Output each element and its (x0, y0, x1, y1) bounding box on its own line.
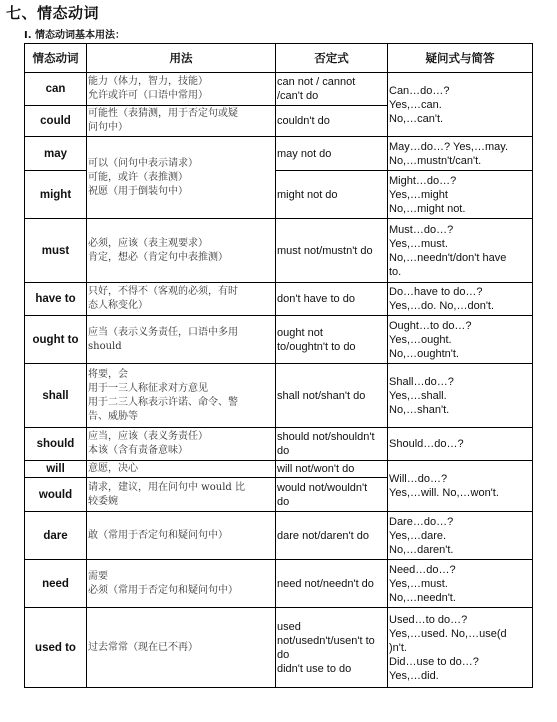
usage-line: 应当，应该（表义务责任） (88, 431, 208, 442)
question-cell (388, 560, 533, 608)
table-row (25, 512, 533, 560)
modal-cell: may (25, 137, 87, 171)
question-line: No,…can't. (389, 112, 444, 125)
modal-cell: would (25, 478, 87, 512)
usage-line: 祝愿（用于倒装句中） (88, 185, 188, 197)
usage-line: 态人称变化） (88, 300, 148, 311)
question-cell (388, 461, 533, 512)
question-line: Yes,…shall. (389, 389, 447, 402)
question-line: May…do…? Yes,…may. (389, 140, 509, 153)
negative-line: do (277, 648, 290, 661)
modal-cell: need (25, 560, 87, 608)
question-cell (388, 171, 533, 219)
usage-line: 必须，应该（表主观要求） (88, 237, 208, 249)
question-line: Will…do…? (389, 473, 448, 485)
negative-line: would not/wouldn't (277, 481, 368, 494)
modal-cell: have to (25, 283, 87, 316)
negative-line: will not/won't do (277, 463, 355, 475)
usage-line: 过去常常（现在已不再） (88, 641, 198, 653)
usage-cell (87, 106, 276, 137)
negative-line: couldn't do (277, 115, 330, 127)
table-row (25, 461, 533, 478)
question-line: No,…needn't. (389, 591, 456, 604)
header-negative: 否定式 (276, 44, 388, 73)
negative-line: to/oughtn't to do (277, 340, 356, 353)
question-line: Need…do…? (389, 563, 456, 576)
question-line: Yes,…must. (389, 237, 448, 250)
question-cell (388, 608, 533, 688)
usage-cell (87, 608, 276, 688)
question-line: Ought…to do…? (389, 319, 472, 332)
question-line: Do…have to do…? (389, 286, 483, 298)
usage-cell (87, 560, 276, 608)
negative-line: ought not (277, 326, 323, 339)
usage-line: 可能，或许（表推测） (88, 171, 188, 183)
question-line: Yes,…did. (389, 669, 439, 682)
table-row (25, 137, 533, 171)
usage-line: 问句中） (88, 122, 128, 133)
usage-line: 将要，会 (88, 368, 128, 380)
negative-cell (276, 137, 388, 171)
question-cell (388, 283, 533, 316)
usage-line: 告、威胁等 (88, 410, 138, 422)
question-line: Yes,…can. (389, 98, 442, 111)
section-title: 七、情态动词 (6, 4, 100, 22)
section-subtitle: I. 情态动词基本用法： (24, 30, 126, 41)
usage-line: 敢（常用于否定句和疑问句中） (88, 529, 228, 541)
question-cell (388, 219, 533, 283)
modal-cell: can (25, 73, 87, 106)
modal-cell: could (25, 106, 87, 137)
question-line: Did…use to do…? (389, 655, 479, 668)
header-question: 疑问式与简答 (388, 44, 533, 73)
header-modal: 情态动词 (25, 44, 87, 73)
negative-cell (276, 364, 388, 428)
negative-line: dare not/daren't do (277, 529, 370, 542)
question-line: to. (389, 265, 402, 278)
question-line: Dare…do…? (389, 515, 454, 528)
negative-line: used (277, 620, 301, 633)
question-line: No,…daren't. (389, 543, 454, 556)
negative-cell (276, 106, 388, 137)
usage-cell (87, 478, 276, 512)
usage-line: 可能性（表猜测，用于否定句或疑 (88, 108, 238, 119)
usage-line: 用于一三人称征求对方意见 (88, 382, 208, 394)
question-line: Yes,…used. No,…use(d (389, 627, 507, 640)
question-line: Yes,…do. No,…don't. (389, 300, 495, 312)
table-row (25, 364, 533, 428)
header-row (25, 44, 533, 73)
negative-cell (276, 608, 388, 688)
question-line: Yes,…will. No,…won't. (389, 487, 499, 499)
usage-cell (87, 428, 276, 461)
question-line: Used…to do…? (389, 613, 468, 626)
question-cell (388, 428, 533, 461)
negative-cell (276, 283, 388, 316)
negative-cell (276, 461, 388, 478)
question-line: Yes,…ought. (389, 333, 452, 346)
usage-cell (87, 364, 276, 428)
question-line: Must…do…? (389, 223, 454, 236)
negative-cell (276, 316, 388, 364)
negative-cell (276, 219, 388, 283)
modal-cell: might (25, 171, 87, 219)
usage-cell (87, 137, 276, 219)
modal-cell: used to (25, 608, 87, 688)
usage-line: 请求，建议，用在问句中 would 比 (88, 481, 245, 493)
usage-line: 本该（含有责备意味） (88, 445, 188, 456)
usage-line: 允许或许可（口语中常用） (88, 90, 208, 101)
negative-line: do (277, 445, 290, 457)
question-cell (388, 73, 533, 137)
question-line: Should…do…? (389, 438, 464, 450)
negative-cell (276, 428, 388, 461)
question-cell (388, 316, 533, 364)
table-row (25, 316, 533, 364)
question-line: Yes,…must. (389, 577, 448, 590)
header-usage: 用法 (87, 44, 276, 73)
negative-line: need not/needn't do (277, 577, 374, 590)
table-row (25, 73, 533, 106)
question-line: Yes,…dare. (389, 529, 447, 542)
negative-line: didn't use to do (277, 662, 352, 675)
modal-verbs-table (24, 43, 533, 688)
usage-line: 必须（常用于否定句和疑问句中） (88, 584, 238, 596)
usage-line: should (88, 340, 122, 352)
negative-line: not/usedn't/usen't to (277, 634, 375, 647)
question-line: )n't. (389, 641, 407, 654)
negative-line: do (277, 495, 290, 508)
usage-line: 能力（体力，智力，技能） (88, 76, 208, 87)
negative-line: may not do (277, 147, 332, 160)
modal-cell: should (25, 428, 87, 461)
table-row (25, 560, 533, 608)
usage-line: 用于二三人称表示许诺、命令、警 (88, 396, 238, 408)
modal-cell: dare (25, 512, 87, 560)
modal-cell: ought to (25, 316, 87, 364)
table-row (25, 283, 533, 316)
negative-cell (276, 560, 388, 608)
usage-line: 肯定，想必（肯定句中表推测） (88, 251, 228, 263)
question-cell (388, 364, 533, 428)
negative-line: can not / cannot (277, 76, 356, 88)
question-line: Can…do…? (389, 84, 450, 97)
modal-cell: shall (25, 364, 87, 428)
question-cell (388, 137, 533, 171)
negative-line: /can't do (277, 90, 319, 102)
question-line: Yes,…might (389, 188, 448, 201)
usage-line: 需要 (88, 570, 108, 582)
question-line: No,…mustn't/can't. (389, 154, 482, 167)
question-line: No,…might not. (389, 202, 466, 215)
usage-cell (87, 219, 276, 283)
negative-line: must not/mustn't do (277, 244, 373, 257)
usage-line: 较委婉 (88, 495, 118, 507)
question-line: Shall…do…? (389, 375, 454, 388)
usage-cell (87, 461, 276, 478)
negative-cell (276, 512, 388, 560)
usage-cell (87, 73, 276, 106)
usage-line: 只好，不得不（客观的必须，有时 (88, 286, 238, 297)
negative-cell (276, 478, 388, 512)
usage-line: 可以（问句中表示请求） (88, 157, 198, 169)
usage-cell (87, 316, 276, 364)
usage-cell (87, 283, 276, 316)
usage-cell (87, 512, 276, 560)
table-row (25, 608, 533, 688)
negative-cell (276, 73, 388, 106)
usage-line: 意愿，决心 (88, 463, 138, 474)
negative-line: might not do (277, 188, 338, 201)
negative-line: shall not/shan't do (277, 389, 366, 402)
question-line: No,…needn't/don't have (389, 251, 507, 264)
modal-cell: will (25, 461, 87, 478)
negative-line: should not/shouldn't (277, 431, 375, 443)
table-row (25, 428, 533, 461)
table-row (25, 219, 533, 283)
negative-line: don't have to do (277, 293, 355, 305)
negative-cell (276, 171, 388, 219)
question-line: No,…shan't. (389, 403, 450, 416)
modal-cell: must (25, 219, 87, 283)
usage-line: 应当（表示义务责任，口语中多用 (88, 326, 238, 338)
question-line: No,…oughtn't. (389, 347, 459, 360)
question-line: Might…do…? (389, 174, 457, 187)
question-cell (388, 512, 533, 560)
